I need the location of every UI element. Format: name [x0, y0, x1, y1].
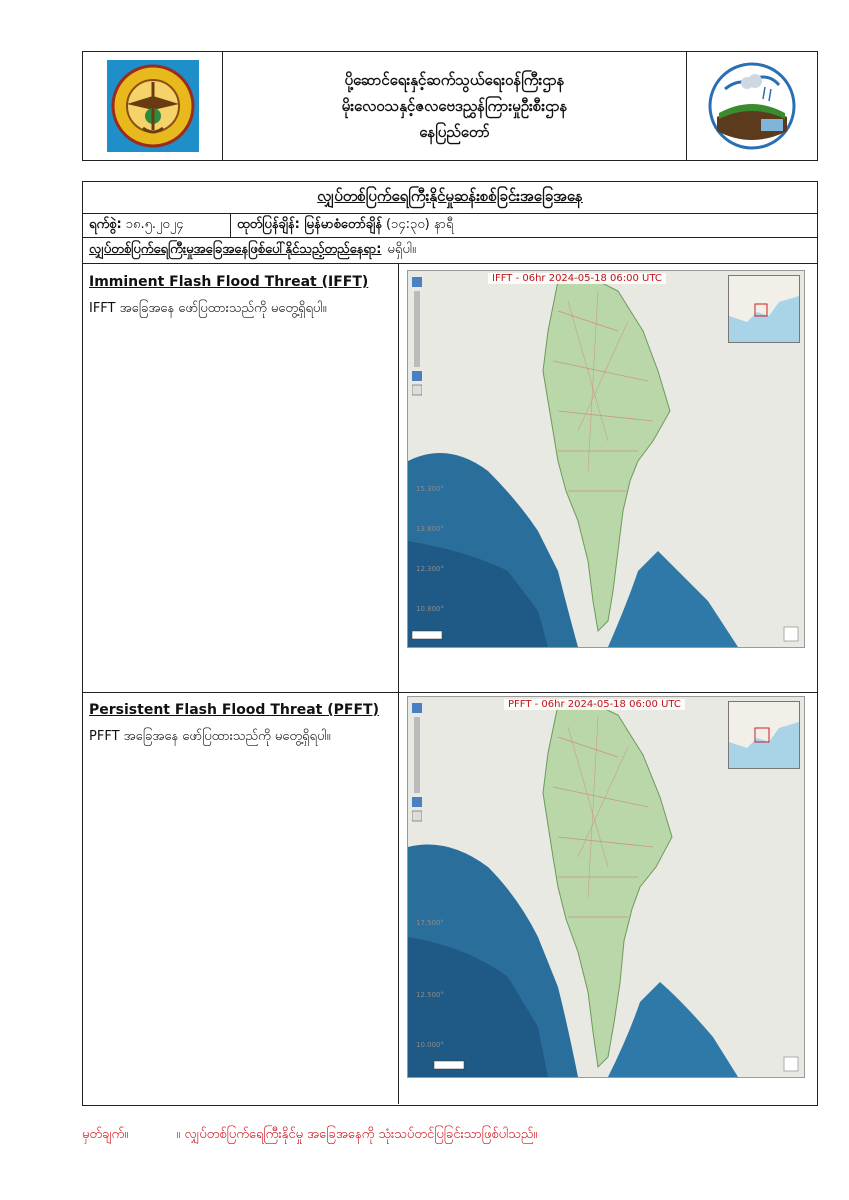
ifft-description: IFFT အခြေအနေ ဖော်ပြထားသည်ကို မတွေ့ရှိရပါ။ [89, 301, 327, 316]
inset-map-icon [729, 702, 799, 768]
report-title: လျှပ်တစ်ပြက်ရေကြီးနိုင်မှုဆန်းစစ်ခြင်းအခြေအနေ [83, 182, 817, 214]
ifft-map[interactable] [407, 270, 805, 648]
date-value: ၁၈.၅.၂၀၂၄ [125, 217, 184, 232]
note-text: ။ လျှပ်တစ်ပြက်ရေကြီးနိုင်မှု အခြေအနေကို သုံးသပ်တင်ပြခြင်းသာဖြစ်ပါသည်။ [176, 1127, 538, 1142]
pfft-inset-map [728, 701, 800, 769]
ifft-zoom-control[interactable] [412, 277, 422, 397]
date-label: ရက်စွဲ: [89, 217, 122, 232]
header-title [223, 52, 687, 160]
date-row [83, 214, 817, 238]
ministry-name: ပို့ဆောင်ရေးနှင့်ဆက်သွယ်ရေးဝန်ကြီးဌာန [344, 71, 565, 89]
footer-note [82, 1126, 537, 1145]
pfft-heading: Persistent Flash Flood Threat (PFFT) [89, 702, 379, 718]
report-table [82, 181, 818, 1106]
pfft-description: PFFT အခြေအနေ ဖော်ပြထားသည်ကို မတွေ့ရှိရပါ။ [89, 729, 331, 744]
svg-text:10.000°: 10.000° [416, 1041, 444, 1049]
location-row [83, 238, 817, 264]
pfft-map-label: PFFT - 06hr 2024-05-18 06:00 UTC [504, 699, 685, 710]
location-label: လျှပ်တစ်ပြက်ရေကြီးမှုအခြေအနေဖြစ်ပေါ်နိုင်သည့်တည်နေရာ: [89, 242, 382, 257]
pfft-text-cell [83, 692, 399, 1104]
hydrology-cycle-icon [707, 61, 797, 151]
date-cell [83, 214, 231, 237]
svg-text:12.500°: 12.500° [416, 991, 444, 999]
ministry-emblem-icon [107, 60, 199, 152]
department-logo [687, 52, 817, 160]
city-name: နေပြည်တော် [419, 123, 490, 141]
zoom-slider-icon [412, 277, 422, 397]
svg-text:10.800°: 10.800° [416, 605, 444, 613]
svg-text:17.500°: 17.500° [416, 919, 444, 927]
zoom-slider-icon [412, 703, 422, 823]
ministry-logo [83, 52, 223, 160]
ifft-inset-map [728, 275, 800, 343]
svg-text:12.300°: 12.300° [416, 565, 444, 573]
svg-text:15.300°: 15.300° [416, 485, 444, 493]
ifft-text-cell [83, 264, 399, 692]
svg-text:13.800°: 13.800° [416, 525, 444, 533]
ifft-section [83, 264, 817, 693]
pfft-map[interactable] [407, 696, 805, 1078]
location-value: မရှိပါ။ [387, 242, 416, 257]
inset-map-icon [729, 276, 799, 342]
document-header [82, 51, 818, 161]
issue-time-cell [231, 214, 459, 237]
issue-time-label: ထုတ်ပြန်ချိန်: မြန်မာစံတော်ချိန် [237, 217, 382, 232]
pfft-section [83, 692, 817, 1104]
pfft-zoom-control[interactable] [412, 703, 422, 823]
ifft-map-label: IFFT - 06hr 2024-05-18 06:00 UTC [488, 273, 666, 284]
ifft-heading: Imminent Flash Flood Threat (IFFT) [89, 274, 369, 290]
issue-time-value: (၁၄:၃၀) နာရီ [385, 217, 454, 232]
department-name: မိုးလေဝသနှင့်ဇလဗေဒညွှန်ကြားမှုဦးစီးဌာန [341, 97, 568, 115]
note-label: မှတ်ချက်။ [82, 1127, 129, 1142]
